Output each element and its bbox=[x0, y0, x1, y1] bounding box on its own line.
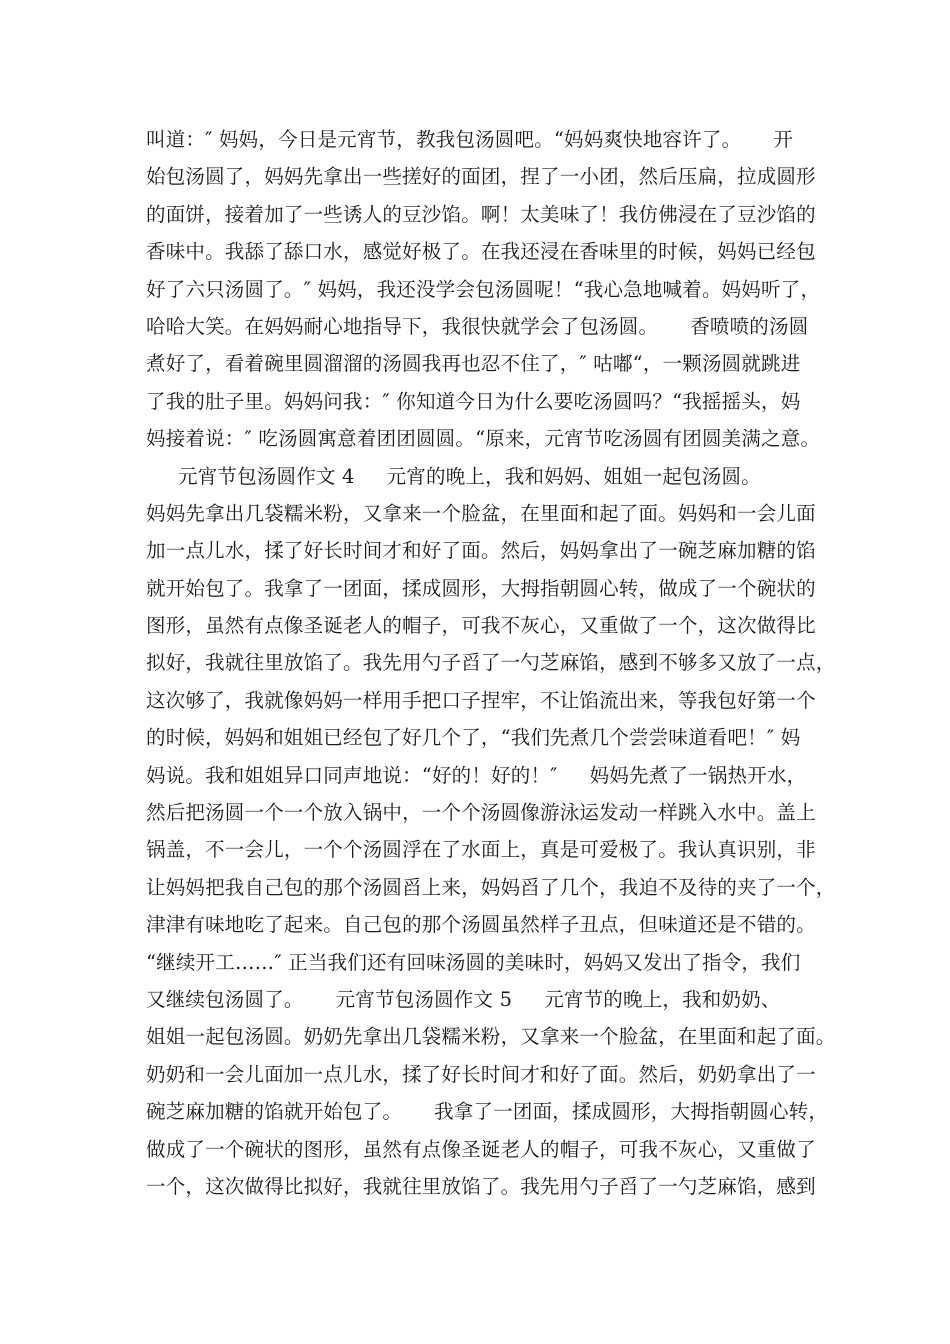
body-text bbox=[146, 121, 836, 1205]
text-line: 然后把汤圆一个一个放入锅中，一个个汤圆像游泳运发动一样跳入水中。盖上 bbox=[146, 801, 816, 825]
text-line: 始包汤圆了，妈妈先拿出一些搓好的面团，捏了一小团，然后压扁，拉成圆形 bbox=[146, 165, 816, 189]
text-line: 妈妈先拿出几袋糯米粉，又拿来一个脸盆，在里面和起了面。妈妈和一会儿面 bbox=[146, 501, 816, 525]
text-line: 了我的肚子里。妈妈问我：″ 你知道今日为什么要吃汤圆吗？“我摇摇头，妈 bbox=[146, 389, 801, 413]
text-line: 奶奶和一会儿面加一点儿水，揉了好长时间才和好了面。然后，奶奶拿出了一 bbox=[146, 1062, 816, 1086]
text-line: 就开始包了。我拿了一团面，揉成圆形，大拇指朝圆心转，做成了一个碗状的 bbox=[146, 576, 816, 600]
text-line: 煮好了，看着碗里圆溜溜的汤圆我再也忍不住了，″ 咕嘟“，一颗汤圆就跳进 bbox=[146, 352, 801, 376]
text-line: 让妈妈把我自己包的那个汤圆舀上来，妈妈舀了几个，我迫不及待的夹了一个， bbox=[146, 875, 836, 899]
text-line: 哈哈大笑。在妈妈耐心地指导下，我很快就学会了包汤圆。 香喷喷的汤圆 bbox=[146, 314, 809, 338]
text-line: 叫道：″ 妈妈，今日是元宵节，教我包汤圆吧。“妈妈爽快地容许了。 开 bbox=[146, 128, 794, 151]
text-line: 姐姐一起包汤圆。奶奶先拿出几袋糯米粉，又拿来一个脸盆，在里面和起了面。 bbox=[146, 1025, 836, 1049]
text-line: 元宵节包汤圆作文 4 元宵的晚上，我和妈妈、姐姐一起包汤圆。 bbox=[146, 464, 761, 488]
text-line: 的时候，妈妈和姐姐已经包了好几个了，“我们先煮几个尝尝味道看吧！″ 妈 bbox=[146, 726, 801, 750]
text-line: 一个，这次做得比拟好，我就往里放馅了。我先用勺子舀了一勺芝麻馅，感到 bbox=[146, 1174, 816, 1198]
text-line: 又继续包汤圆了。 元宵节包汤圆作文 5 元宵节的晚上，我和奶奶、 bbox=[146, 987, 781, 1011]
text-line: 锅盖，不一会儿，一个个汤圆浮在了水面上，真是可爱极了。我认真识别，非 bbox=[146, 838, 816, 862]
text-line: “继续开工……″ 正当我们还有回味汤圆的美味时，妈妈又发出了指令，我们 bbox=[146, 950, 801, 974]
text-line: 妈说。我和姐姐异口同声地说：“好的！好的！″ 妈妈先煮了一锅热开水， bbox=[146, 763, 807, 787]
text-line: 碗芝麻加糖的馅就开始包了。 我拿了一团面，揉成圆形，大拇指朝圆心转， bbox=[146, 1100, 829, 1124]
text-line: 拟好，我就往里放馅了。我先用勺子舀了一勺芝麻馅，感到不够多又放了一点， bbox=[146, 651, 836, 675]
text-line: 图形，虽然有点像圣诞老人的帽子，可我不灰心，又重做了一个，这次做得比 bbox=[146, 614, 816, 638]
text-line: 好了六只汤圆了。″ 妈妈，我还没学会包汤圆呢！“我心急地喊着。妈妈听了， bbox=[146, 277, 821, 301]
text-line: 妈接着说：″ 吃汤圆寓意着团团圆圆。“原来，元宵节吃汤圆有团圆美满之意。 bbox=[146, 427, 821, 451]
text-line: 这次够了，我就像妈妈一样用手把口子捏牢，不让馅流出来，等我包好第一个 bbox=[146, 688, 816, 712]
text-line: 津津有味地吃了起来。自己包的那个汤圆虽然样子丑点，但味道还是不错的。 bbox=[146, 913, 816, 937]
text-line: 做成了一个碗状的图形，虽然有点像圣诞老人的帽子，可我不灰心，又重做了 bbox=[146, 1137, 816, 1161]
text-line: 香味中。我舔了舔口水，感觉好极了。在我还浸在香味里的时候，妈妈已经包 bbox=[146, 240, 816, 264]
text-line: 的面饼，接着加了一些诱人的豆沙馅。啊！太美味了！我仿佛浸在了豆沙馅的 bbox=[146, 202, 816, 226]
text-line: 加一点儿水，揉了好长时间才和好了面。然后，妈妈拿出了一碗芝麻加糖的馅 bbox=[146, 539, 816, 563]
